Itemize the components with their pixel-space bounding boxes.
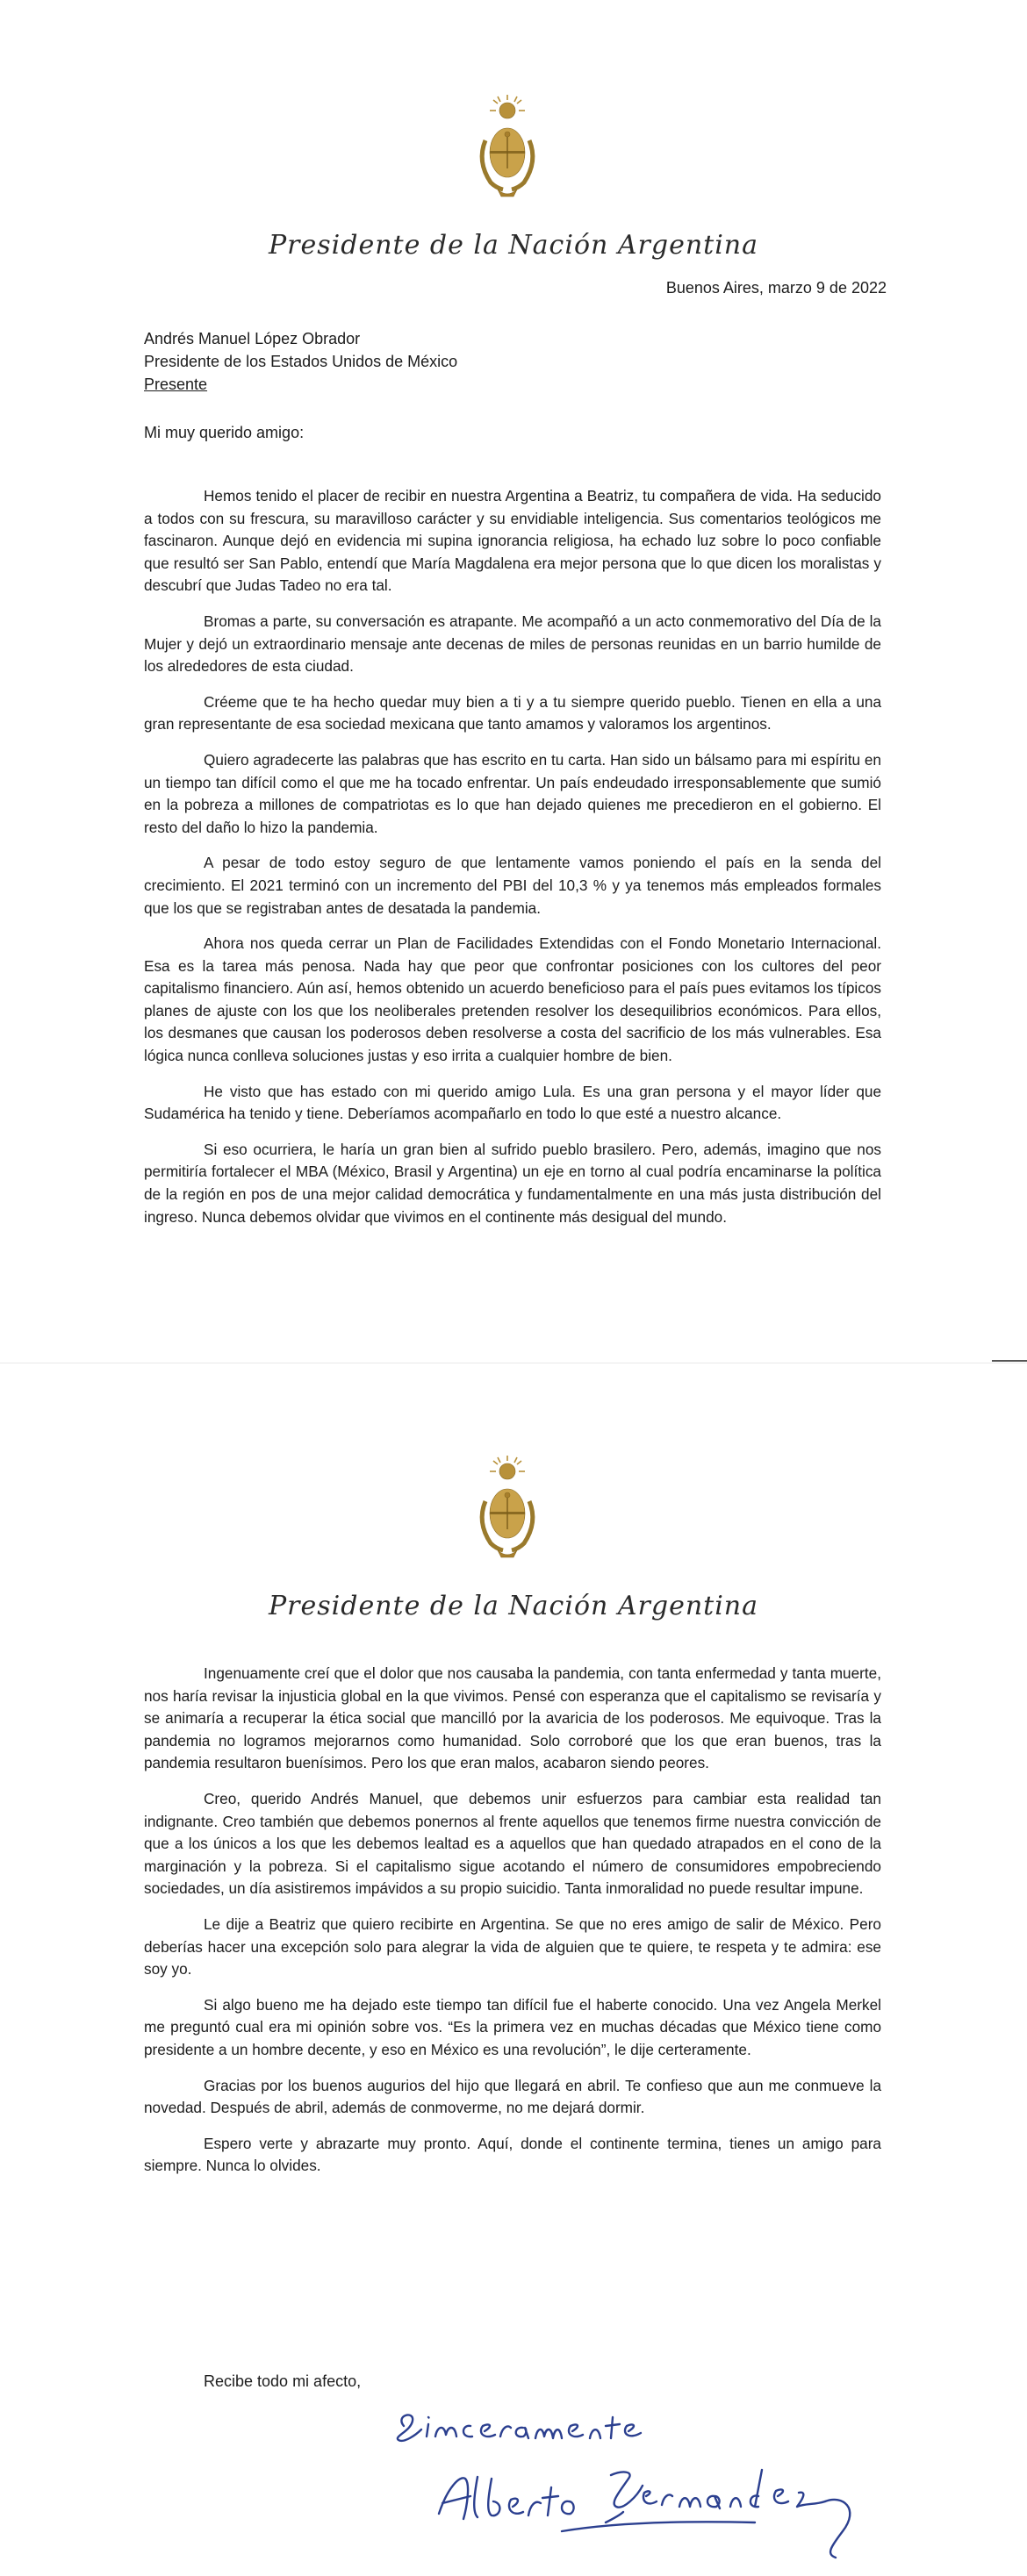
addressee-presente: Presente — [144, 376, 208, 393]
closing-line: Recibe todo mi afecto, — [204, 2372, 362, 2390]
letter-body-page-1 — [144, 485, 881, 1241]
argentina-coat-of-arms-icon — [473, 1452, 542, 1564]
paragraph: Hemos tenido el placer de recibir en nuestra Argentina a Beatriz, tu compañera de vida. Ha seducido a todos con su frescura, su maravilloso carácter y su envidiable inteligencia. Sus comentarios teológicos me fascinaron. Aunque dejó en evidencia mi supina ignorancia religiosa, ha echado luz sobre lo poco confiable que resultó ser San Pablo, entendí que María Magdalena era mejor persona que lo que dicen los moralistas y descubrí que Judas Tadeo no era tal. — [144, 487, 881, 595]
paragraph: Bromas a parte, su conversación es atrapante. Me acompañó a un acto conmemorativo del Día de la Mujer y dejó un extraordinario mensaje ante decenas de miles de personas reunidas en un barrio humilde de los alrededores de esta ciudad. — [144, 612, 881, 676]
addressee-name: Andrés Manuel López Obrador — [144, 330, 361, 347]
paragraph: Si eso ocurriera, le haría un gran bien al sufrido pueblo brasilero. Pero, además, imagino que nos permitiría fortalecer el MBA (México, Brasil y Argentina) un eje en torno al cual podría encaminarse la política de la región en pos de una mejor calidad democrática y fundamentalmente en una más justa distribución del ingreso. Nunca debemos olvidar que vivimos en el continente más desigual del mundo. — [144, 1140, 881, 1226]
letterhead-title: Presidente de la Nación Argentina — [269, 230, 758, 261]
paragraph: Quiero agradecerte las palabras que has escrito en tu carta. Han sido un bálsamo para mi espíritu en un tiempo tan difícil como el que me ha tocado enfrentar. Un país endeudado irresponsablemente que sumió en la pobreza a millones de compatriotas es lo que han dejado quienes me precedieron en el gobierno. El resto del daño lo hizo la pandemia. — [144, 750, 881, 836]
handwritten-signature — [386, 2391, 930, 2571]
letter-date: Buenos Aires, marzo 9 de 2022 — [665, 279, 887, 297]
letter-page-2 — [0, 1364, 1027, 2576]
paragraph: Gracias por los buenos augurios del hijo que llegará en abril. Te confieso que aun me conmueve la novedad. Después de abril, además de conmoverme, no me dejará dormir. — [144, 2076, 881, 2117]
paragraph: Creo, querido Andrés Manuel, que debemos unir esfuerzos para cambiar esta realidad tan indignante. Creo también que debemos ponernos al frente aquellos que tenemos firme nuestra convicción de que a los únicos a los que les debemos lealtad es a aquellos que han quedado atrapados en el cono de la marginación y la pobreza. Si el capitalismo sigue acotando el número de consumidores empobreciendo sociedades, un día asistiremos impávidos a su propio suicidio. Tanta inmoralidad no puede resultar impune. — [144, 1789, 881, 1898]
argentina-coat-of-arms-icon — [473, 91, 542, 204]
paragraph: Espero verte y abrazarte muy pronto. Aquí, donde el continente termina, tienes un amigo para siempre. Nunca lo olvides. — [144, 2134, 881, 2175]
salutation: Mi muy querido amigo: — [144, 424, 305, 441]
addressee-block — [144, 327, 457, 396]
addressee-title: Presidente de los Estados Unidos de México — [144, 353, 458, 370]
letter-body-page-2 — [144, 1663, 881, 2191]
paragraph: Ahora nos queda cerrar un Plan de Facilidades Extendidas con el Fondo Monetario Internacional. Esa es la tarea más penosa. Nada hay que peor que confrontar posiciones con los cultores del peor capitalismo financiero. Aún así, hemos obtenido un acuerdo beneficioso para el país pues evitamos los típicos planes de ajuste con los que los neoliberales pretenden resolver los desequilibrios económicos. Para ellos, los desmanes que causan los poderosos deben resolverse a costa del sacrificio de los más vulnerables. Esa lógica nunca conlleva soluciones justas y eso irrita a cualquier hombre de bien. — [144, 934, 881, 1065]
page-edge-mark — [992, 1360, 1027, 1362]
letterhead-title: Presidente de la Nación Argentina — [269, 1591, 758, 1621]
paragraph: Le dije a Beatriz que quiero recibirte en Argentina. Se que no eres amigo de salir de México. Pero deberías hacer una excepción solo para alegrar la vida de alguien que te quiere, te respeta y te admira: ese soy yo. — [144, 1914, 881, 1979]
paragraph: A pesar de todo estoy seguro de que lentamente vamos poniendo el país en la senda del crecimiento. El 2021 terminó con un incremento del PBI del 10,3 % y ya tenemos más empleados formales que los que se registraban antes de desatada la pandemia. — [144, 854, 881, 917]
paragraph: Ingenuamente creí que el dolor que nos causaba la pandemia, con tanta enfermedad y tanta muerte, nos haría revisar la injusticia global en la que vivimos. Pensé con esperanza que el capitalismo se revisaría y se animaría a recuperar la ética social que mancilló por la avaricia de los poderosos. Me equivoque. Tras la pandemia no logramos mejorarnos como humanidad. Solo corroboré que los que eran buenos, tras la pandemia resultaron buenísimos. Pero los que eran malos, acabaron siendo peores. — [144, 1664, 881, 1772]
paragraph: Créeme que te ha hecho quedar muy bien a ti y a tu siempre querido pueblo. Tienen en ella a una gran representante de esa sociedad mexicana que tanto amamos y valoramos los argentinos. — [144, 692, 881, 733]
paragraph: He visto que has estado con mi querido amigo Lula. Es una gran persona y el mayor líder que Sudamérica ha tenido y tiene. Deberíamos acompañarlo en todo lo que esté a nuestro alcance. — [144, 1082, 881, 1123]
paragraph: Si algo bueno me ha dejado este tiempo tan difícil fue el haberte conocido. Una vez Angela Merkel me preguntó cual era mi opinión sobre vos. “Es la primera vez en muchas décadas que México tiene como presidente a un hombre decente, y eso en México es una revolución”, le dije certeramente. — [144, 1995, 881, 2058]
